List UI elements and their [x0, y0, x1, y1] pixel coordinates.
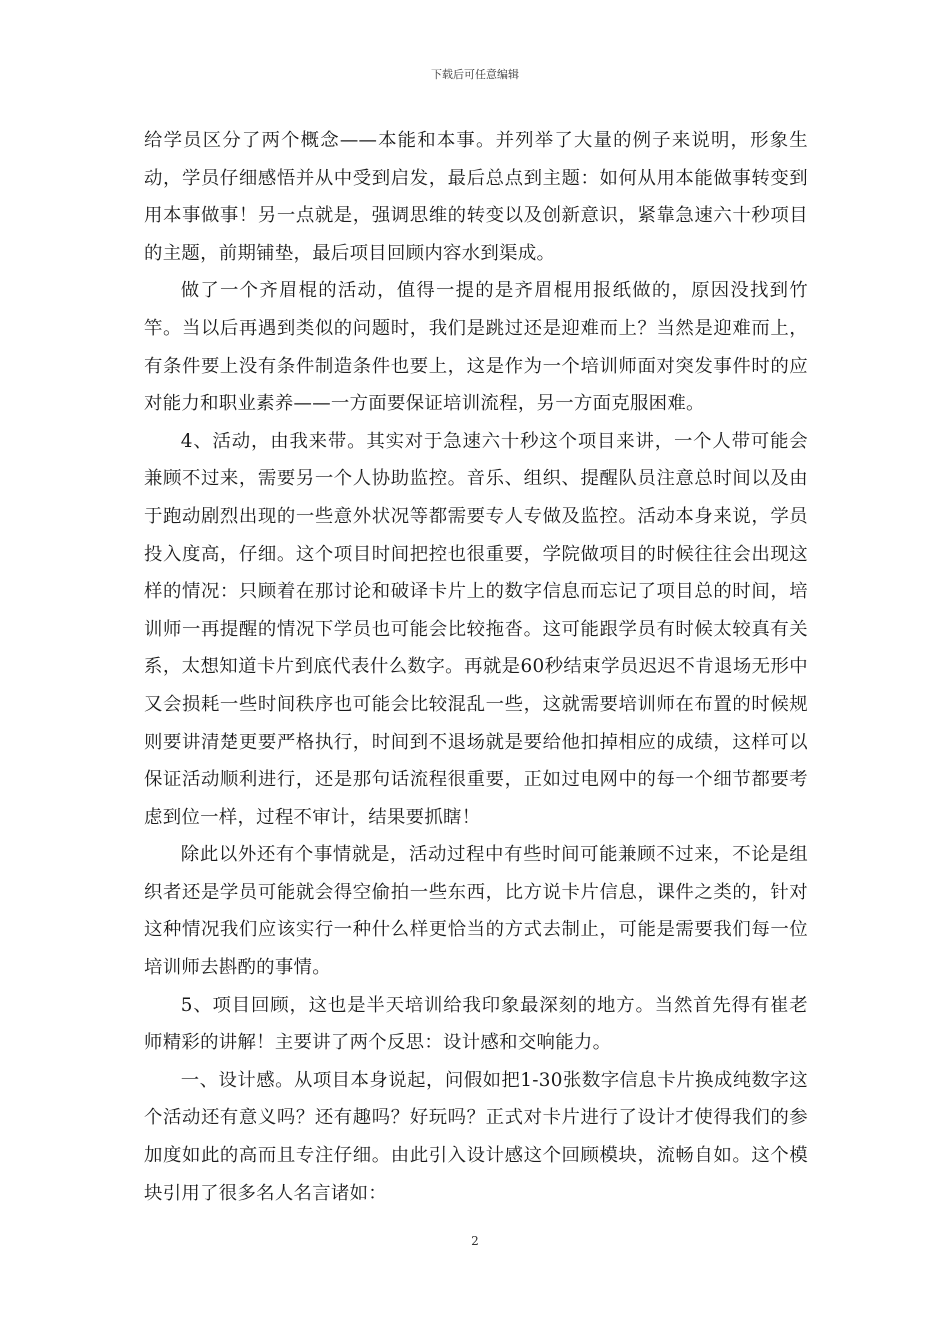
- paragraph-3: 4、活动，由我来带。其实对于急速六十秒这个项目来讲，一个人带可能会兼顾不过来，需要另一个人协助监控。音乐、组织、提醒队员注意总时间以及由于跑动剧烈出现的一些意外状况等都需要专人专做及监控。活动本身来说，学员投入度高，仔细。这个项目时间把控也很重要，学院做项目的时候往往会出现这样的情况：只顾着在那讨论和破译卡片上的数字信息而忘记了项目总的时间，培训师一再提醒的情况下学员也可能会比较拖沓。这可能跟学员有时候太较真有关系，太想知道卡片到底代表什么数字。再就是60秒结束学员迟迟不肯退场无形中又会损耗一些时间秩序也可能会比较混乱一些，这就需要培训师在布置的时候规则要讲清楚更要严格执行，时间到不退场就是要给他扣掉相应的成绩，这样可以保证活动顺利进行，还是那句话流程很重要，正如过电网中的每一个细节都要考虑到位一样，过程不审计，结果要抓瞎！: [144, 430, 808, 828]
- page-header: 下载后可任意编辑: [431, 68, 519, 81]
- paragraph-6: 一、设计感。从项目本身说起，问假如把1-30张数字信息卡片换成纯数字这个活动还有意义吗？还有趣吗？好玩吗？正式对卡片进行了设计才使得我们的参加度如此的高而且专注仔细。由此引入设计感这个回顾模块，流畅自如。这个模块引用了很多名人名言诸如：: [144, 1069, 808, 1204]
- page-number: 2: [471, 1234, 479, 1248]
- paragraph-1: 给学员区分了两个概念——本能和本事。并列举了大量的例子来说明，形象生动，学员仔细感悟并从中受到启发，最后总点到主题：如何从用本能做事转变到用本事做事！另一点就是，强调思维的转变以及创新意识，紧靠急速六十秒项目的主题，前期铺垫，最后项目回顾内容水到渠成。: [144, 130, 808, 264]
- paragraph-5: 5、项目回顾，这也是半天培训给我印象最深刻的地方。当然首先得有崔老师精彩的讲解！主要讲了两个反思：设计感和交响能力。: [144, 994, 808, 1054]
- document-body: [144, 122, 808, 1212]
- paragraph-4: 除此以外还有个事情就是，活动过程中有些时间可能兼顾不过来，不论是组织者还是学员可能就会得空偷拍一些东西，比方说卡片信息，课件之类的，针对这种情况我们应该实行一种什么样更恰当的方式去制止，可能是需要我们每一位培训师去斟酌的事情。: [144, 844, 808, 979]
- paragraph-2: 做了一个齐眉棍的活动，值得一提的是齐眉棍用报纸做的，原因没找到竹竿。当以后再遇到类似的问题时，我们是跳过还是迎难而上？当然是迎难而上，有条件要上没有条件制造条件也要上，这是作为一个培训师面对突发事件时的应对能力和职业素养——一方面要保证培训流程，另一方面克服困难。: [144, 280, 808, 415]
